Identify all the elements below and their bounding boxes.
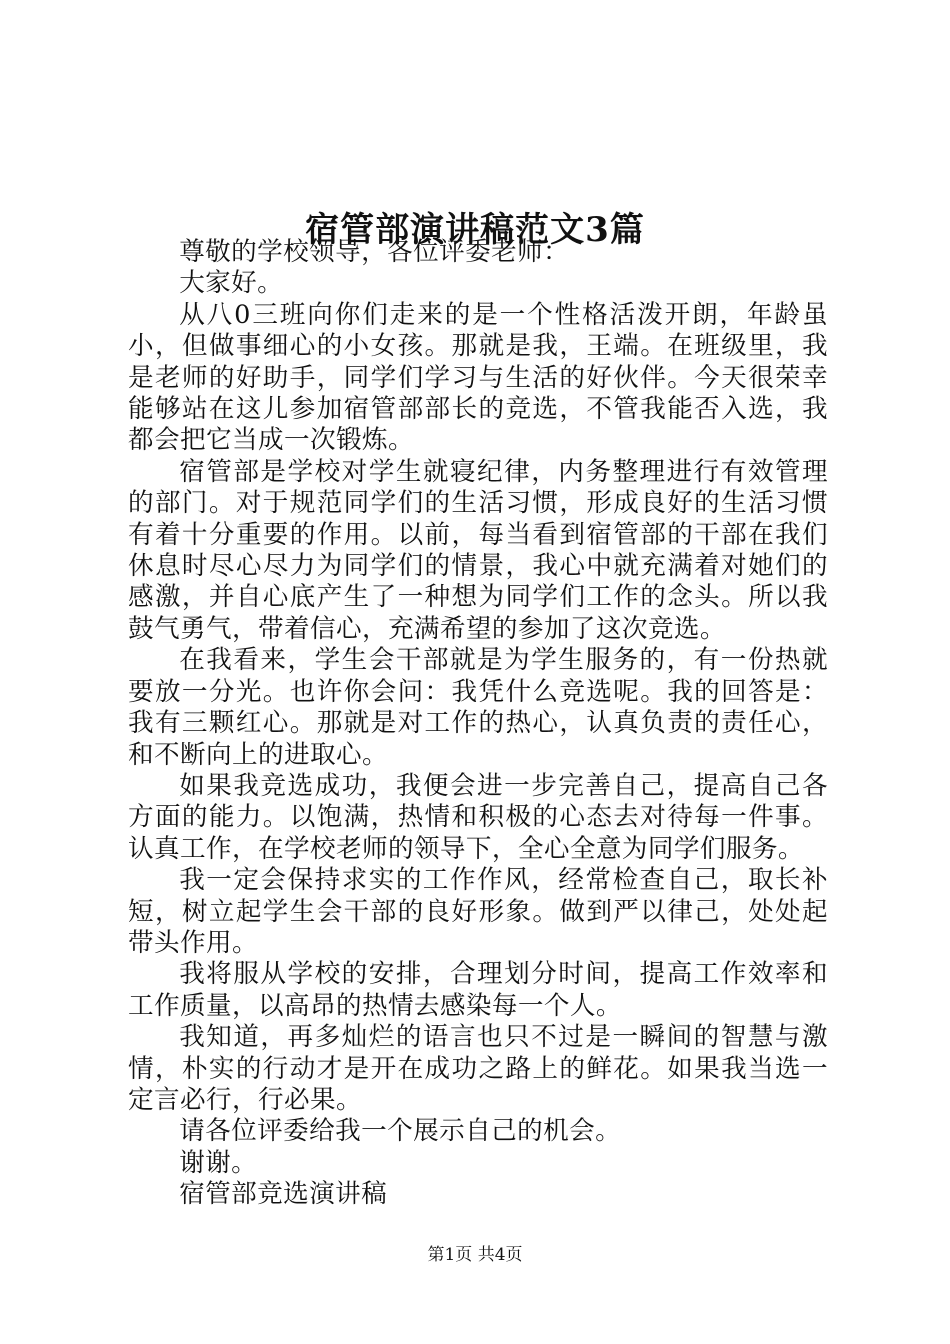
paragraph-introduction: 从八0三班向你们走来的是一个性格活泼开朗，年龄虽小，但做事细心的小女孩。那就是我，王端。在班级里，我是老师的好助手，同学们学习与生活的好伙伴。今天很荣幸能够站在这儿参加宿管部部长的竞选，不管我能否入选，我都会把它当成一次锻炼。 bbox=[128, 299, 828, 456]
paragraph-greeting: 大家好。 bbox=[179, 268, 284, 299]
paragraph-three-hearts: 在我看来，学生会干部就是为学生服务的，有一份热就要放一分光。也许你会问：我凭什么竞选呢。我的回答是：我有三颗红心。那就是对工作的热心，认真负责的责任心，和不断向上的进取心。 bbox=[128, 645, 828, 770]
paragraph-action: 我知道，再多灿烂的语言也只不过是一瞬间的智慧与激情，朴实的行动才是开在成功之路上的鲜花。如果我当选一定言必行，行必果。 bbox=[128, 1022, 828, 1115]
document-body bbox=[128, 237, 828, 1211]
paragraph-request: 请各位评委给我一个展示自己的机会。 bbox=[179, 1116, 622, 1147]
paragraph-salutation: 尊敬的学校领导，各位评委老师： bbox=[179, 237, 570, 267]
paragraph-work-style: 我一定会保持求实的工作作风，经常检查自己，取长补短，树立起学生会干部的良好形象。做到严以律己，处处起带头作用。 bbox=[128, 865, 828, 958]
paragraph-obey-arrangement: 我将服从学校的安排，合理划分时间，提高工作效率和工作质量，以高昂的热情去感染每一个人。 bbox=[128, 959, 828, 1021]
document-title: 宿管部演讲稿范文3篇 bbox=[305, 209, 645, 250]
paragraph-section-heading: 宿管部竞选演讲稿 bbox=[179, 1179, 388, 1210]
paragraph-if-elected: 如果我竞选成功，我便会进一步完善自己，提高自己各方面的能力。以饱满，热情和积极的心态去对待每一件事。认真工作，在学校老师的领导下，全心全意为同学们服务。 bbox=[128, 770, 828, 864]
paragraph-department: 宿管部是学校对学生就寝纪律，内务整理进行有效管理的部门。对于规范同学们的生活习惯，形成良好的生活习惯有着十分重要的作用。以前，每当看到宿管部的干部在我们休息时尽心尽力为同学们的情景，我心中就充满着对她们的感激，并自心底产生了一种想为同学们工作的念头。所以我鼓气勇气，带着信心，充满希望的参加了这次竞选。 bbox=[128, 456, 828, 644]
paragraph-thanks: 谢谢。 bbox=[179, 1147, 258, 1178]
page-footer: 第1页 共4页 bbox=[427, 1245, 523, 1265]
